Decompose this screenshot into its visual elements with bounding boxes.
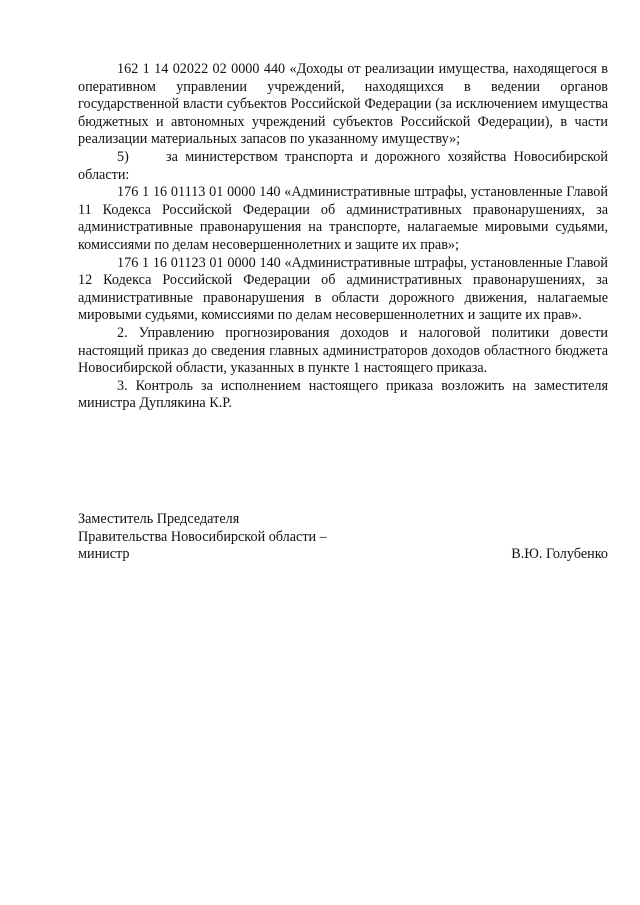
paragraph-income-code-176-01123: 176 1 16 01123 01 0000 140 «Административные штрафы, установленные Главой 12 Кодекса Российской Федерации об административных правонарушениях, за административные правонарушения в области дорожного движения, налагаемые мировыми судьями, комиссиями по делам несовершеннолетних и защите их прав». xyxy=(78,254,608,324)
signature-position-line-3: министр xyxy=(78,546,130,563)
signatory-name: В.Ю. Голубенко xyxy=(511,546,608,563)
paragraph-income-code-162: 162 1 14 02022 02 0000 440 «Доходы от реализации имущества, находящегося в оперативном управлении учреждений, находящихся в ведении органов государственной власти субъектов Российской Федерации (за исключением имущества бюджетных и автономных учреждений субъектов Российской Федерации), в части реализации материальных запасов по указанному имуществу»; xyxy=(78,61,608,148)
paragraph-point-2: 2. Управлению прогнозирования доходов и налоговой политики довести настоящий приказ до сведения главных администраторов доходов областного бюджета Новосибирской области, указанных в пункте 1 настоящего приказа. xyxy=(78,324,608,377)
paragraph-item-5 xyxy=(78,149,608,184)
item-5-text: за министерством транспорта и дорожного хозяйства Новосибирской области: xyxy=(78,148,608,183)
signature-last-row xyxy=(78,546,608,564)
signature-block xyxy=(78,511,608,564)
paragraph-income-code-176-01113: 176 1 16 01113 01 0000 140 «Административные штрафы, установленные Главой 11 Кодекса Российской Федерации об административных правонарушениях, за административные правонарушения на транспорте, налагаемые мировыми судьями, комиссиями по делам несовершеннолетних и защите их прав»; xyxy=(78,184,608,253)
signature-position-line-2: Правительства Новосибирской области – xyxy=(78,528,327,545)
paragraph-point-3: 3. Контроль за исполнением настоящего приказа возложить на заместителя министра Дуплякина К.Р. xyxy=(78,377,608,412)
document-body xyxy=(78,61,608,413)
item-number: 5) xyxy=(117,148,129,165)
signature-position-line-1: Заместитель Председателя xyxy=(78,511,240,527)
